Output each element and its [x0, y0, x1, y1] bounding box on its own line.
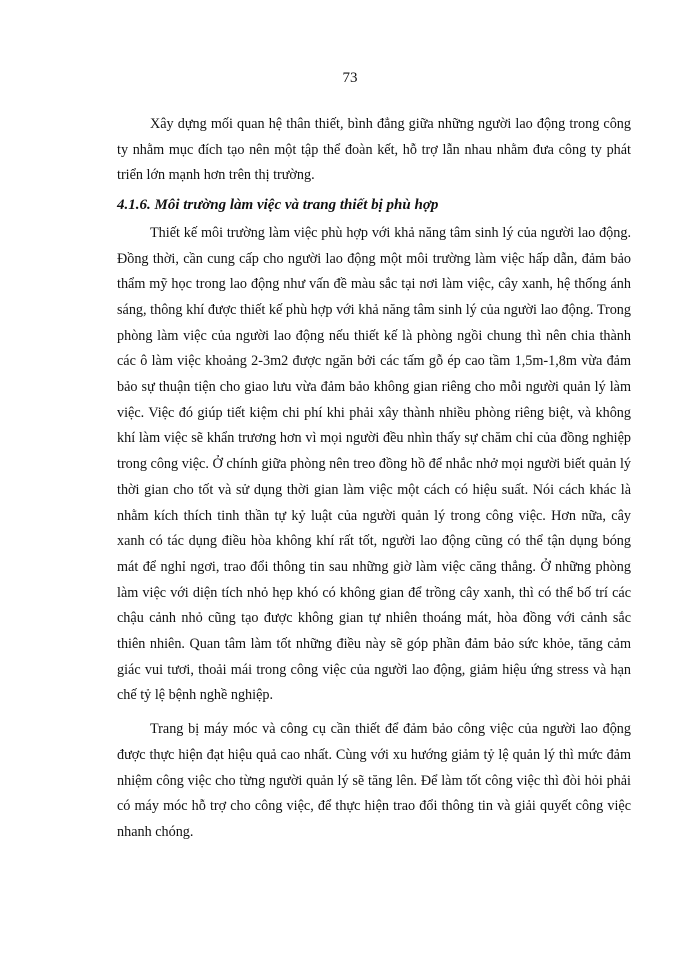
paragraph-relationships: Xây dựng mối quan hệ thân thiết, bình đẳng giữa những người lao động trong công ty nhằm mục đích tạo nên một tập thể đoàn kết, hỗ trợ lẫn nhau nhằm đưa công ty phát triển lớn mạnh hơn trên thị trường.: [117, 116, 631, 184]
paragraph-equipment: Trang bị máy móc và công cụ cần thiết để đảm bảo công việc của người lao động được thực hiện đạt hiệu quả cao nhất. Cùng với xu hướng giảm tỷ lệ quản lý thì mức đảm nhiệm công việc cho từng người quản lý sẽ tăng lên. Để làm tốt công việc thì đòi hỏi phải có máy móc hỗ trợ cho công việc, để thực hiện trao đổi thông tin và giải quyết công việc nhanh chóng.: [117, 721, 631, 840]
page-number: 73: [342, 70, 358, 86]
paragraph-work-environment: Thiết kế môi trường làm việc phù hợp với khả năng tâm sinh lý của người lao động. Đồng thời, cần cung cấp cho người lao động một môi trường làm việc hấp dẫn, đảm bảo thẩm mỹ học trong lao động như vấn đề màu sắc tại nơi làm việc, cây xanh, hệ thống ánh sáng, thông khí được thiết kế phù hợp với khả năng tâm sinh lý của người lao động. Trong phòng làm việc của người lao động nếu thiết kế là phòng ngồi chung thì nên chia thành các ô làm việc khoảng 2-3m2 được ngăn bởi các tấm gỗ ép cao tầm 1,5m-1,8m vừa đảm bảo sự thuận tiện cho giao lưu vừa đảm bảo không gian riêng cho mỗi người quản lý làm việc. Việc đó giúp tiết kiệm chi phí khi phải xây thành nhiều phòng riêng biệt, và không khí làm việc sẽ khẩn trương hơn vì mọi người đều nhìn thấy sự chăm chỉ của đồng nghiệp trong công việc. Ở chính giữa phòng nên treo đồng hồ để nhắc nhở mọi người biết quản lý thời gian cho tốt và sử dụng thời gian làm việc một cách có hiệu suất. Nói cách khác là nhằm kích thích tinh thần tự kỷ luật của người quản lý trong công việc. Hơn nữa, cây xanh có tác dụng điều hòa không khí rất tốt, người lao động cũng có thể tận dụng bóng mát để nghỉ ngơi, trao đổi thông tin sau những giờ làm việc căng thẳng. Ở những phòng làm việc với diện tích nhỏ hẹp khó có không gian để trồng cây xanh, thì có thể bố trí các chậu cảnh nhỏ cũng tạo được không gian tự nhiên thoáng mát, hòa đồng với cảnh sắc thiên nhiên. Quan tâm làm tốt những điều này sẽ góp phần đảm bảo sức khỏe, tăng cảm giác vui tươi, thoải mái trong công việc của người lao động, giảm hiệu ứng stress và hạn chế tỷ lệ bệnh nghề nghiệp.: [117, 224, 631, 704]
document-body: [117, 112, 631, 846]
section-heading: 4.1.6. Môi trường làm việc và trang thiết bị phù hợp: [117, 197, 439, 214]
